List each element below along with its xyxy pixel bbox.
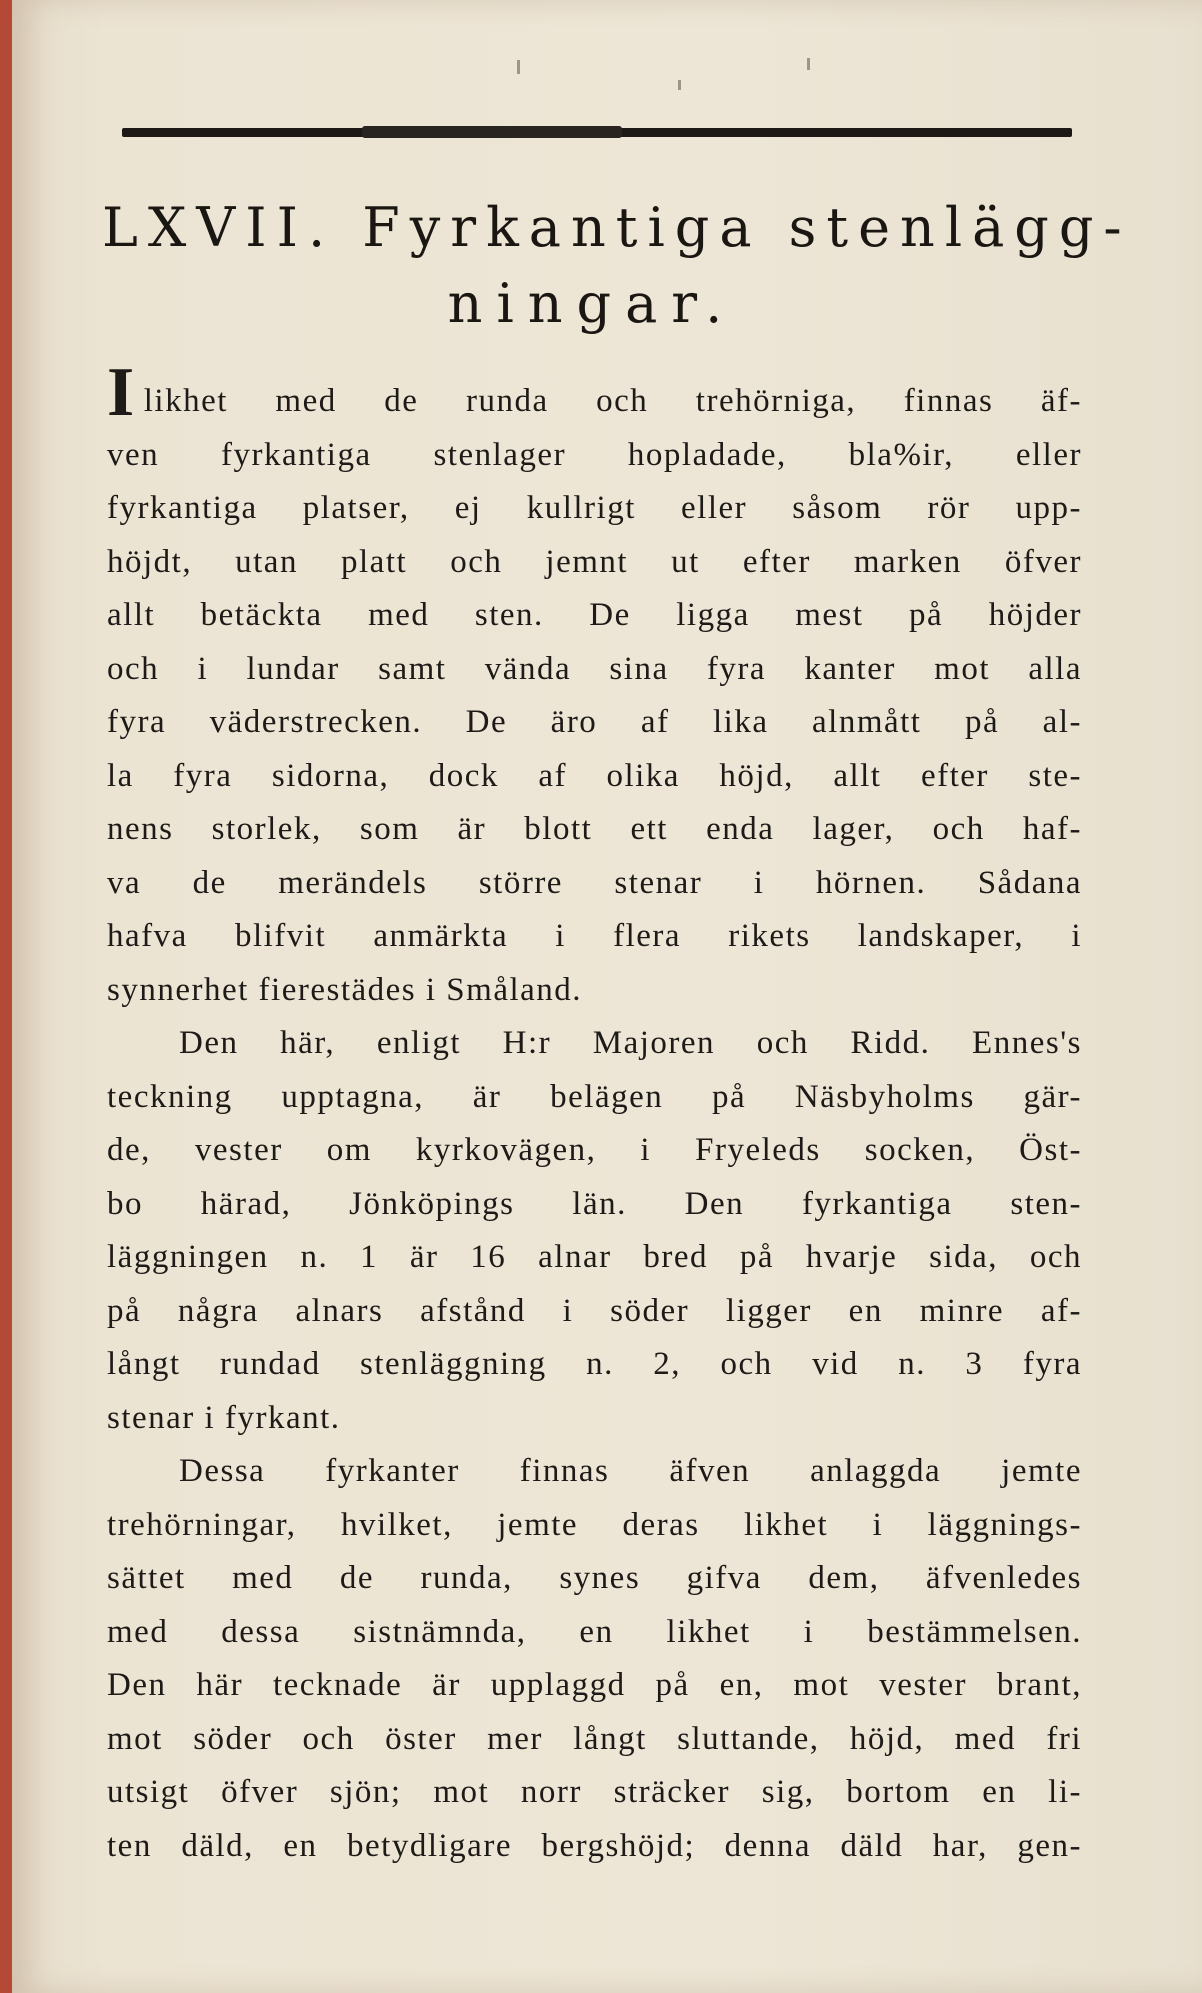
chapter-heading-line-1: LXVII. Fyrkantiga stenlägg- xyxy=(102,196,1132,259)
text-line: Den här, enligt H:r Majoren och Ridd. Ennes's xyxy=(179,1025,1082,1061)
drop-cap: I xyxy=(107,354,136,431)
text-line: mot söder och öster mer långt sluttande, höjd, med fri xyxy=(107,1720,1082,1757)
text-line: ten däld, en betydligare bergshöjd; denna däld har, gen- xyxy=(107,1827,1082,1864)
text-line: nens storlek, som är blott ett enda lager, och haf- xyxy=(107,811,1082,847)
text-line: synnerhet fierestädes i Småland. xyxy=(107,971,583,1008)
text-line: Dessa fyrkanter finnas äfven anlaggda jemte xyxy=(179,1453,1082,1489)
text-line: hafva blifvit anmärkta i flera rikets landskaper, i xyxy=(107,918,1082,954)
ink-speck xyxy=(807,58,810,70)
text-line: läggningen n. 1 är 16 alnar bred på hvarje sida, och xyxy=(107,1239,1082,1275)
body-text xyxy=(107,354,1082,1873)
text-line: fyrkantiga platser, ej kullrigt eller såsom rör upp- xyxy=(107,490,1082,526)
text-line: Ilikhet med de runda och trehörniga, finnas äf- xyxy=(107,354,1082,431)
text-line: stenar i fyrkant. xyxy=(107,1399,341,1436)
book-page xyxy=(12,0,1202,1993)
text-line: långt rundad stenläggning n. 2, och vid n. 3 fyra xyxy=(107,1346,1082,1382)
text-line: med dessa sistnämnda, en likhet i bestämmelsen. xyxy=(107,1613,1082,1650)
text-line: sättet med de runda, synes gifva dem, äfvenledes xyxy=(107,1560,1082,1596)
text-line: allt betäckta med sten. De ligga mest på höjder xyxy=(107,597,1082,633)
ink-speck xyxy=(517,60,520,74)
text-line: Den här tecknade är upplaggd på en, mot vester brant, xyxy=(107,1667,1082,1703)
text-line: fyra väderstrecken. De äro af lika alnmått på al- xyxy=(107,704,1082,740)
text-line: höjdt, utan platt och jemnt ut efter marken öfver xyxy=(107,543,1082,580)
chapter-heading xyxy=(102,190,1132,342)
ink-speck xyxy=(678,80,681,90)
header-rule xyxy=(122,128,1072,137)
text-line: trehörningar, hvilket, jemte deras likhet i läggnings- xyxy=(107,1506,1082,1543)
text-line: på några alnars afstånd i söder ligger en minre af- xyxy=(107,1292,1082,1329)
text-line: bo härad, Jönköpings län. Den fyrkantiga sten- xyxy=(107,1185,1082,1222)
text-line: utsigt öfver sjön; mot norr sträcker sig, bortom en li- xyxy=(107,1774,1082,1810)
text-line: ven fyrkantiga stenlager hopladade, bla%ir, eller xyxy=(107,436,1082,473)
text-line: teckning upptagna, är belägen på Näsbyholms gär- xyxy=(107,1078,1082,1115)
chapter-heading-line-2: ningar. xyxy=(447,272,737,335)
text-line: och i lundar samt vända sina fyra kanter mot alla xyxy=(107,650,1082,687)
text-line: la fyra sidorna, dock af olika höjd, allt efter ste- xyxy=(107,757,1082,794)
text-line: de, vester om kyrkovägen, i Fryeleds socken, Öst- xyxy=(107,1132,1082,1168)
text-line: va de merändels större stenar i hörnen. Sådana xyxy=(107,864,1082,901)
